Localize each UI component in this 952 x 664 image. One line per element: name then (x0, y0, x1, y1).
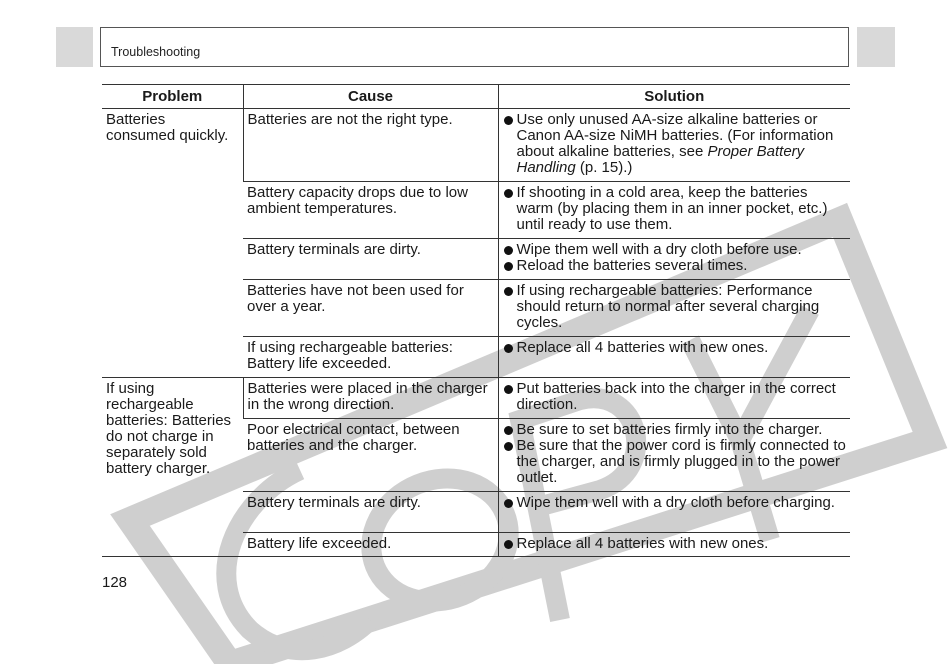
solution-text: Be sure to set batteries firmly into the charger. (516, 421, 823, 438)
bullet-icon (504, 385, 513, 394)
corner-tab-right (857, 27, 895, 67)
solution-text: Put batteries back into the charger in the correct direction. (516, 380, 836, 413)
section-title: Troubleshooting (111, 45, 201, 59)
cause-cell: Poor electrical contact, between batteries and the charger. (243, 419, 498, 492)
table-header-row (102, 85, 850, 109)
page-number: 128 (102, 574, 128, 591)
column-header-solution: Solution (498, 85, 850, 109)
cross-reference: Proper Battery Handling (516, 143, 805, 176)
solution-text: Use only unused AA-size alkaline batteries or Canon AA-size NiMH batteries. (For information about alkaline batteries, see (516, 111, 834, 160)
cause-cell: If using rechargeable batteries: Battery life exceeded. (243, 337, 498, 378)
solution-cell (498, 337, 850, 378)
solution-text: Be sure that the power cord is firmly connected to the charger, and is firmly plugged in to the power outlet. (516, 437, 846, 486)
cause-cell: Batteries were placed in the charger in the wrong direction. (243, 378, 498, 419)
solution-item (503, 258, 847, 274)
bullet-icon (504, 499, 513, 508)
bullet-icon (504, 287, 513, 296)
problem-cell: If using rechargeable batteries: Batteries do not charge in separately sold battery charger. (102, 378, 243, 557)
solution-item (503, 438, 847, 486)
solution-text-tail: (p. 15).) (575, 159, 633, 176)
solution-cell (498, 239, 850, 280)
bullet-icon (504, 116, 513, 125)
column-header-problem: Problem (102, 85, 243, 109)
solution-cell (498, 378, 850, 419)
cause-cell: Battery terminals are dirty. (243, 239, 498, 280)
solution-text: Wipe them well with a dry cloth before use. (516, 241, 802, 258)
troubleshooting-table (102, 84, 850, 557)
bullet-icon (504, 246, 513, 255)
running-header (100, 27, 849, 67)
solution-item (503, 536, 847, 552)
bullet-icon (504, 426, 513, 435)
solution-item (503, 283, 847, 331)
table-row (102, 109, 850, 182)
bullet-icon (504, 442, 513, 451)
solution-text: If shooting in a cold area, keep the batteries warm (by placing them in an inner pocket, etc.) until ready to use them. (516, 184, 828, 233)
solution-item (503, 381, 847, 413)
solution-item (503, 495, 847, 511)
cause-cell: Battery capacity drops due to low ambient temperatures. (243, 182, 498, 239)
cause-cell: Battery terminals are dirty. (243, 492, 498, 533)
solution-item (503, 242, 847, 258)
bullet-icon (504, 540, 513, 549)
solution-item (503, 185, 847, 233)
solution-cell (498, 492, 850, 533)
solution-cell (498, 109, 850, 182)
solution-text: Replace all 4 batteries with new ones. (516, 339, 769, 356)
solution-item (503, 340, 847, 356)
solution-text: Reload the batteries several times. (516, 257, 748, 274)
solution-cell (498, 280, 850, 337)
solution-text: Replace all 4 batteries with new ones. (516, 535, 769, 552)
column-header-cause: Cause (243, 85, 498, 109)
solution-cell (498, 533, 850, 557)
problem-cell: Batteries consumed quickly. (102, 109, 243, 378)
solution-text: If using rechargeable batteries: Performance should return to normal after several charging cycles. (516, 282, 820, 331)
bullet-icon (504, 344, 513, 353)
cause-cell: Battery life exceeded. (243, 533, 498, 557)
corner-tab-left (56, 27, 93, 67)
solution-item (503, 112, 847, 176)
solution-cell (498, 419, 850, 492)
solution-cell (498, 182, 850, 239)
solution-text: Wipe them well with a dry cloth before charging. (516, 494, 835, 511)
bullet-icon (504, 189, 513, 198)
table-row (102, 378, 850, 419)
cause-cell: Batteries are not the right type. (243, 109, 498, 182)
solution-item (503, 422, 847, 438)
bullet-icon (504, 262, 513, 271)
cause-cell: Batteries have not been used for over a year. (243, 280, 498, 337)
